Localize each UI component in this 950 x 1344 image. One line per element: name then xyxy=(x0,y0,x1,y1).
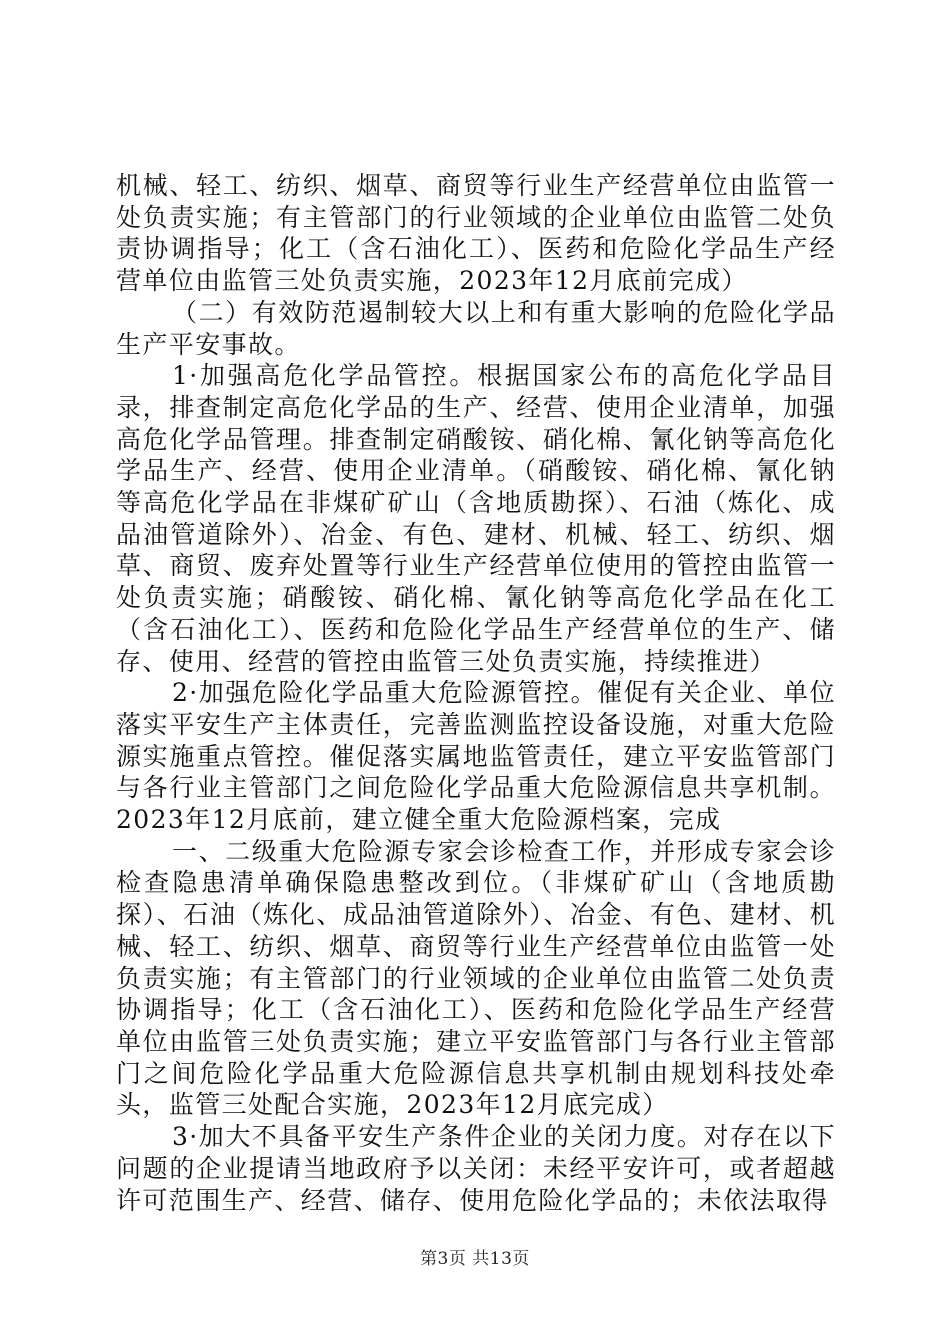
paragraph-continuation: 机械、轻工、纺织、烟草、商贸等行业生产经营单位由监管一处负责实施；有主管部门的行业领域的企业单位由监管二处负责协调指导；化工（含石油化工）、医药和危险化学品生产经营单位由监管三处负责实施，2023年12月底前完成） xyxy=(116,171,836,296)
paragraph-item-3: 3·加大不具备平安生产条件企业的关闭力度。对存在以下问题的企业提请当地政府予以关闭：未经平安许可，或者超越许可范围生产、经营、储存、使用危险化学品的；未依法取得 xyxy=(116,1122,836,1215)
page-number: 第3页 共13页 xyxy=(420,1249,530,1269)
paragraph-item-2-continued: 一、二级重大危险源专家会诊检查工作，并形成专家会诊检查隐患清单确保隐患整改到位。（非煤矿矿山（含地质勘探）、石油（炼化、成品油管道除外）、冶金、有色、建材、机械、轻工、纺织、烟草、商贸等行业生产经营单位由监管一处负责实施；有主管部门的行业领域的企业单位由监管二处负责协调指导；化工（含石油化工）、医药和危险化学品生产经营单位由监管三处负责实施；建立平安监管部门与各行业主管部门之间危险化学品重大危险源信息共享机制由规划科技处牵头，监管三处配合实施，2023年12月底完成） xyxy=(116,836,836,1120)
paragraph-item-1: 1·加强高危化学品管控。根据国家公布的高危化学品目录，排查制定高危化学品的生产、经营、使用企业清单，加强高危化学品管理。排查制定硝酸铵、硝化棉、氰化钠等高危化学品生产、经营、使用企业清单。（硝酸铵、硝化棉、氰化钠等高危化学品在非煤矿矿山（含地质勘探）、石油（炼化、成品油管道除外）、冶金、有色、建材、机械、轻工、纺织、烟草、商贸、废弃处置等行业生产经营单位使用的管控由监管一处负责实施；硝酸铵、硝化棉、氰化钠等高危化学品在化工（含石油化工）、医药和危险化学品生产经营单位的生产、储存、使用、经营的管控由监管三处负责实施，持续推进） xyxy=(116,361,836,676)
document-body xyxy=(116,170,836,1216)
section-heading-2: （二）有效防范遏制较大以上和有重大影响的危险化学品生产平安事故。 xyxy=(116,297,836,359)
paragraph-item-2: 2·加强危险化学品重大危险源管控。催促有关企业、单位落实平安生产主体责任，完善监测监控设备设施，对重大危险源实施重点管控。催促落实属地监管责任，建立平安监管部门与各行业主管部门之间危险化学品重大危险源信息共享机制。2023年12月底前，建立健全重大危险源档案，完成 xyxy=(116,678,836,835)
